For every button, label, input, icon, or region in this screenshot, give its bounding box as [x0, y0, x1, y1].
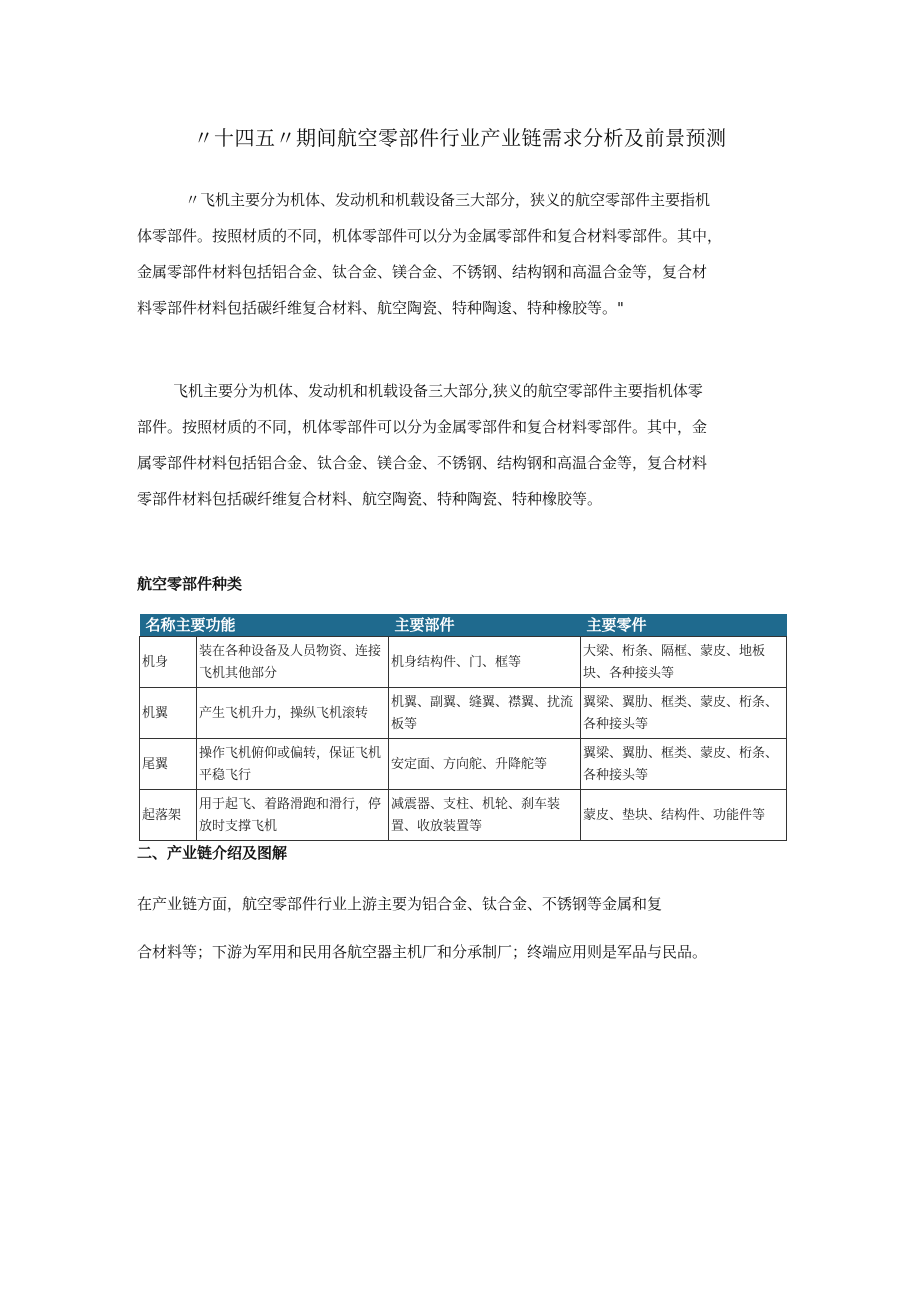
text-line: 飞机主要分为机体、发动机和机载设备三大部分,狭义的航空零部件主要指机体零 — [173, 382, 703, 400]
table-header-components: 主要部件 — [389, 614, 581, 637]
table-row — [140, 688, 787, 739]
table-cell-parts: 大梁、桁条、隔框、蒙皮、地板块、各种接头等 — [581, 637, 787, 688]
table-cell-function: 装在各种设备及人员物资、连接飞机其他部分 — [197, 637, 389, 688]
table-cell-parts: 蒙皮、垫块、结构件、功能件等 — [581, 790, 787, 841]
text-line: 体零部件。按照材质的不同，机体零部件可以分为金属零部件和复合材料零部件。其中， — [137, 227, 723, 245]
text-line: 料零部件材料包括碳纤维复合材料、航空陶瓷、特种陶逡、特种橡胶等。" — [137, 299, 624, 317]
text-line: 金属零部件材料包括铝合金、钛合金、镁合金、不锈钢、结构钢和高温合金等，复合材 — [137, 263, 708, 281]
text-line: 属零部件材料包括铝合金、钛合金、镁合金、不锈钢、结构钢和高温合金等，复合材料 — [137, 454, 708, 472]
table-cell-components: 减震器、支柱、机轮、刹车装置、收放装置等 — [389, 790, 581, 841]
table-cell-function: 产生飞机升力，操纵飞机滚转 — [197, 688, 389, 739]
section-heading-kinds: 航空零部件种类 — [137, 575, 243, 593]
table-cell-components: 机翼、副翼、缝翼、襟翼、扰流板等 — [389, 688, 581, 739]
table-cell-name: 机身 — [140, 637, 197, 688]
table-cell-name: 机翼 — [140, 688, 197, 739]
document-title: 〃十四五〃期间航空零部件行业产业链需求分析及前景预测 — [193, 126, 727, 150]
table-cell-parts: 翼梁、翼肋、框类、蒙皮、桁条、各种接头等 — [581, 688, 787, 739]
table-header-row — [140, 614, 787, 637]
table-cell-parts: 翼梁、翼肋、框类、蒙皮、桁条、各种接头等 — [581, 739, 787, 790]
table-cell-function: 用于起飞、着路滑跑和滑行，停放时支撑飞机 — [197, 790, 389, 841]
text-line: 合材料等；下游为军用和民用各航空器主机厂和分承制厂；终端应用则是军品与民品。 — [137, 943, 708, 961]
table-cell-name: 尾翼 — [140, 739, 197, 790]
table-cell-components: 安定面、方向舵、升降舵等 — [389, 739, 581, 790]
section-heading-industry-chain: 二、产业链介绍及图解 — [137, 844, 288, 862]
text-line: 零部件材料包括碳纤维复合材料、航空陶瓷、特种陶瓷、特种橡胶等。 — [137, 490, 603, 508]
table-header-name-function: 名称主要功能 — [140, 614, 389, 637]
paragraph-industry-chain — [137, 880, 787, 976]
paragraph-body — [137, 373, 787, 517]
table-cell-name: 起落架 — [140, 790, 197, 841]
text-line: 部件。按照材质的不同，机体零部件可以分为金属零部件和复合材料零部件。其中，金 — [137, 418, 708, 436]
table-row — [140, 637, 787, 688]
text-line: 在产业链方面，航空零部件行业上游主要为铝合金、钛合金、不锈钢等金属和复 — [137, 895, 663, 913]
table-row — [140, 739, 787, 790]
text-line: 〃飞机主要分为机体、发动机和机载设备三大部分，狭义的航空零部件主要指机 — [185, 191, 711, 209]
parts-table — [139, 614, 787, 841]
table-cell-function: 操作飞机俯仰或偏转，保证飞机平稳飞行 — [197, 739, 389, 790]
table-header-parts: 主要零件 — [581, 614, 787, 637]
table-cell-components: 机身结构件、门、框等 — [389, 637, 581, 688]
table-row — [140, 790, 787, 841]
paragraph-quoted — [137, 182, 787, 326]
